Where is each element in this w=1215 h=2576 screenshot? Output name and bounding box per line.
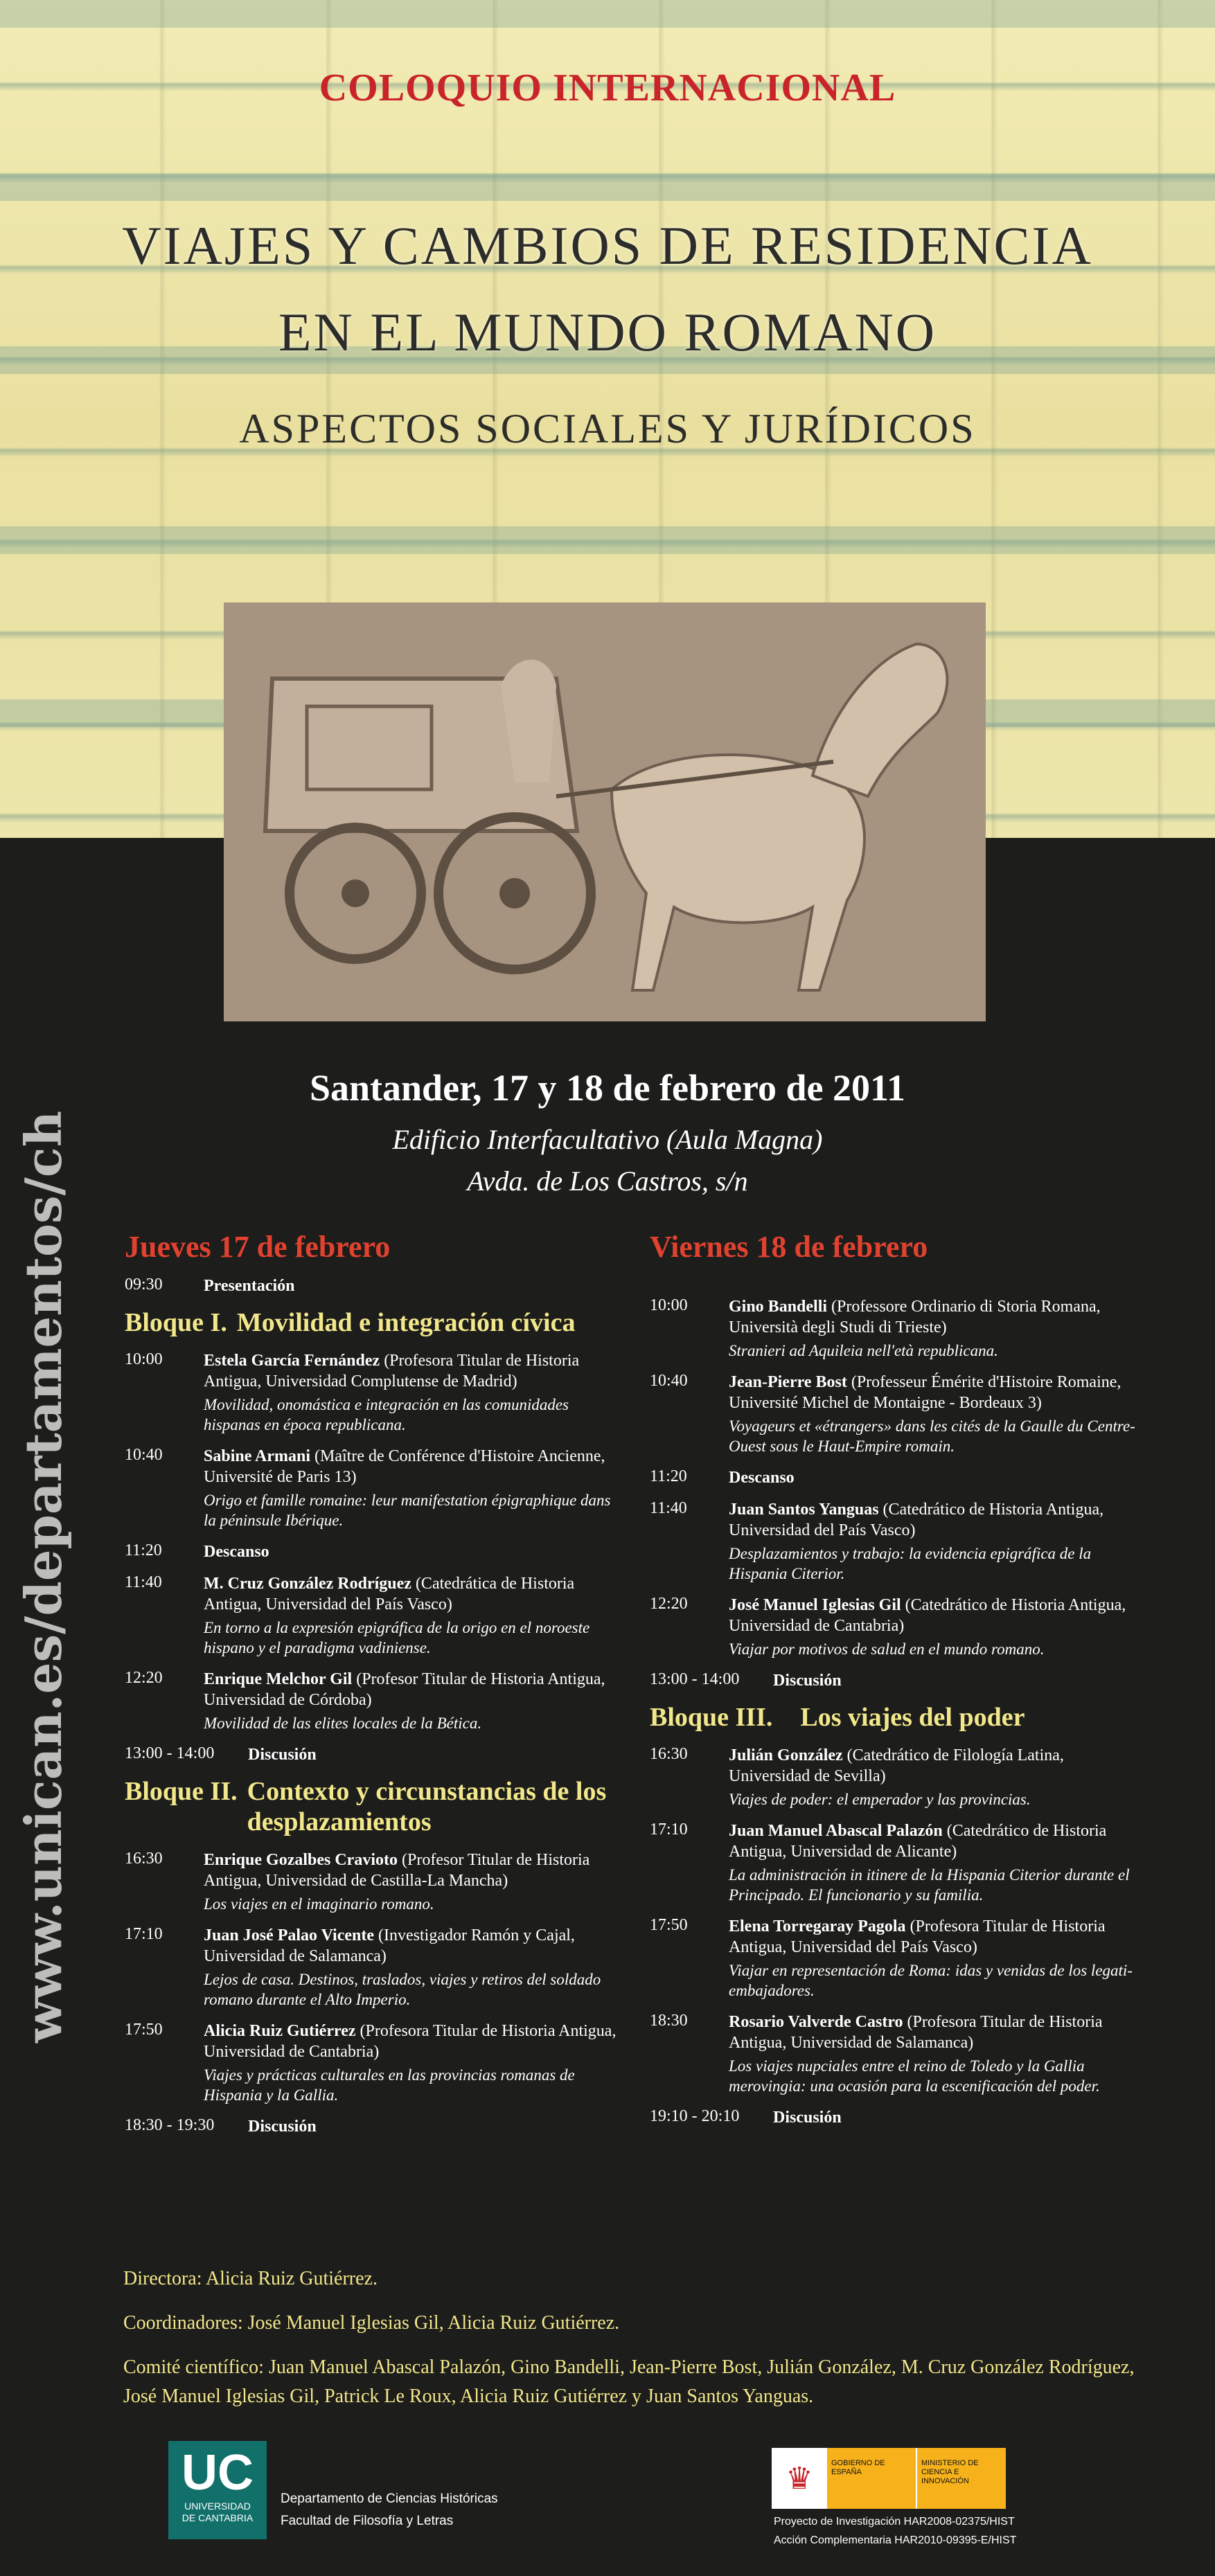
entry-time: 11:40 (125, 1573, 162, 1591)
title-line-2: EN EL MUNDO ROMANO (278, 302, 937, 362)
speaker-affiliation: (Profesor Titular de Historia Antigua, Universidad de Castilla-La Mancha) (204, 1851, 590, 1890)
talk-entry (125, 1446, 623, 1530)
talk-entry (125, 1573, 623, 1658)
entry-label: Descanso (204, 1543, 269, 1561)
entry-time: 13:00 - 14:00 (125, 1744, 215, 1762)
entry-time: 16:30 (125, 1850, 163, 1868)
credits (123, 2264, 1149, 2426)
website-url[interactable]: www.unican.es/departamentos/ch (14, 1111, 73, 2043)
talk-entry (125, 2021, 623, 2105)
event-address: Avda. de Los Castros, s/n (467, 1165, 748, 1197)
schedule-entry (125, 1744, 623, 1765)
speaker-affiliation: (Professeur Émérite d'Histoire Romaine, Université Michel de Montaigne - Bordeaux 3) (729, 1373, 1121, 1412)
roman-relief-image (224, 602, 986, 1021)
uc-name-line2: DE CANTABRIA (181, 2512, 254, 2523)
speaker-name: Enrique Melchor Gil (204, 1670, 353, 1688)
talk-entry (650, 1499, 1149, 1584)
gov-label: GOBIERNO DE ESPAÑA (827, 2448, 916, 2509)
entry-time: 18:30 (650, 2012, 688, 2030)
talk-entry (125, 1925, 623, 2010)
block-3-title (650, 1702, 1149, 1733)
speaker-name: Jean-Pierre Bost (729, 1373, 847, 1391)
entry-time: 11:20 (125, 1541, 162, 1559)
speaker-name: Elena Torregaray Pagola (729, 1917, 906, 1935)
speaker-name: Rosario Valverde Castro (729, 2013, 903, 2031)
entry-time: 18:30 - 19:30 (125, 2116, 215, 2134)
event-type: COLOQUIO INTERNACIONAL (319, 66, 896, 109)
map-band (0, 526, 1215, 554)
speaker-name: M. Cruz González Rodríguez (204, 1575, 411, 1593)
entry-time: 17:50 (125, 2021, 163, 2039)
entry-time: 09:30 (125, 1276, 163, 1294)
talk-title: Movilidad, onomástica e integración en las comunidades hispanas en época republicana. (204, 1396, 569, 1433)
entry-time: 10:40 (650, 1372, 688, 1390)
ministry-logo (772, 2448, 1006, 2509)
speaker-affiliation: (Profesora Titular de Historia Antigua, Universidad del País Vasco) (729, 1917, 1106, 1956)
talk-title: Lejos de casa. Destinos, traslados, viajes y retiros del soldado romano durante el Alto Imperio. (204, 1971, 601, 2008)
entry-label: Presentación (204, 1277, 295, 1295)
talk-entry (650, 1595, 1149, 1659)
talk-title: Origo et famille romaine: leur manifestation épigraphique dans la péninsule Ibérique. (204, 1492, 611, 1529)
entry-time: 13:00 - 14:00 (650, 1670, 740, 1688)
talk-entry (125, 1669, 623, 1733)
entry-time: 16:30 (650, 1745, 688, 1763)
schedule-entry (125, 1541, 623, 1562)
block-label: Bloque II. (125, 1777, 238, 1806)
speaker-affiliation: (Professore Ordinario di Storia Romana, Università degli Studi di Trieste) (729, 1298, 1101, 1336)
schedule-entry (650, 1467, 1149, 1488)
speaker-name: Alicia Ruiz Gutiérrez (204, 2022, 356, 2040)
speaker-affiliation: (Maître de Conférence d'Histoire Ancienne, Université de Paris 13) (204, 1447, 605, 1486)
talk-entry (650, 1372, 1149, 1456)
speaker-name: Enrique Gozalbes Cravioto (204, 1851, 398, 1869)
talk-title: Stranieri ad Aquileia nell'età republicana. (729, 1342, 998, 1359)
talk-title: En torno a la expresión epigráfica de la origo en el noroeste hispano y el paradigma vadiniense. (204, 1619, 590, 1656)
talk-title: La administración in itinere de la Hispania Citerior durante el Principado. El funcionario y su familia. (729, 1866, 1130, 1904)
subtitle: ASPECTOS SOCIALES Y JURÍDICOS (239, 406, 976, 451)
uc-mark: UC (181, 2445, 254, 2501)
speaker-affiliation: (Profesora Titular de Historia Antigua, Universidad de Salamanca) (729, 2013, 1103, 2052)
entry-time: 11:40 (650, 1499, 687, 1517)
talk-entry (650, 1296, 1149, 1361)
speaker-affiliation: (Catedrático de Historia Antigua, Universidad del País Vasco) (729, 1501, 1104, 1539)
ministry-label: MINISTERIO DE CIENCIA E INNOVACIÓN (916, 2448, 1006, 2509)
entry-time: 12:20 (650, 1595, 688, 1613)
speaker-affiliation: (Catedrático de Historia Antigua, Universidad de Alicante) (729, 1822, 1107, 1861)
title-line-1: VIAJES Y CAMBIOS DE RESIDENCIA (122, 215, 1093, 276)
uc-logo (168, 2441, 267, 2539)
talk-title: Viajes de poder: el emperador y las provincias. (729, 1791, 1031, 1808)
speaker-affiliation: (Profesor Titular de Historia Antigua, Universidad de Córdoba) (204, 1670, 605, 1709)
entry-label: Discusión (248, 1746, 317, 1764)
speaker-name: Gino Bandelli (729, 1298, 828, 1316)
block-label: Bloque III. (650, 1703, 773, 1732)
program-day-1 (125, 1229, 623, 2148)
talk-entry (125, 1350, 623, 1435)
talk-title: Movilidad de las elites locales de la Bética. (204, 1715, 482, 1732)
project-code-1: Proyecto de Investigación HAR2008-02375/HIST (774, 2516, 1015, 2528)
entry-time: 10:00 (650, 1296, 688, 1314)
talk-entry (650, 1745, 1149, 1809)
block-1-title (125, 1307, 623, 1338)
entry-label: Discusión (773, 1672, 842, 1690)
comite-cientifico: Comité científico: Juan Manuel Abascal Palazón, Gino Bandelli, Jean-Pierre Bost, Julián González, M. Cruz González Rodríguez, José Manuel Iglesias Gil, Patrick Le Roux, Alicia Ruiz Gutiérrez y Juan Santos Yanguas. (123, 2356, 1135, 2407)
project-code-2: Acción Complementaria HAR2010-09395-E/HIST (774, 2534, 1017, 2546)
entry-label: Discusión (248, 2118, 317, 2136)
schedule-entry (650, 2107, 1149, 2128)
schedule-entry (650, 1670, 1149, 1691)
uc-name-line1: UNIVERSIDAD (184, 2501, 251, 2512)
event-date-location: Santander, 17 y 18 de febrero de 2011 (309, 1067, 906, 1109)
speaker-name: Juan José Palao Vicente (204, 1926, 374, 1944)
schedule-entry (125, 2116, 623, 2137)
faculty-name: Facultad de Filosofía y Letras (281, 2514, 454, 2528)
talk-title: Desplazamientos y trabajo: la evidencia epigráfica de la Hispania Citerior. (729, 1545, 1092, 1582)
entry-time: 11:20 (650, 1467, 687, 1485)
talk-title: Los viajes nupciales entre el reino de Toledo y la Gallia merovingia: una ocasión para la escenificación del poder. (729, 2057, 1100, 2095)
map-band (0, 173, 1215, 201)
block-name: Movilidad e integración cívica (236, 1308, 576, 1337)
block-name: Contexto y circunstancias de los desplazamientos (247, 1777, 607, 1836)
talk-entry (650, 1821, 1149, 1905)
program-day-2 (650, 1229, 1149, 2139)
day-1-title: Jueves 17 de febrero (125, 1230, 391, 1264)
talk-entry (650, 1916, 1149, 2001)
event-venue: Edificio Interfacultativo (Aula Magna) (392, 1124, 823, 1155)
schedule-entry (125, 1276, 623, 1296)
entry-time: 17:10 (125, 1925, 163, 1943)
speaker-name: Juan Santos Yanguas (729, 1501, 879, 1519)
speaker-affiliation: (Investigador Ramón y Cajal, Universidad de Salamanca) (204, 1926, 575, 1965)
entry-time: 10:40 (125, 1446, 163, 1464)
speaker-affiliation: (Catedrático de Filología Latina, Universidad de Sevilla) (729, 1746, 1064, 1785)
talk-entry (125, 1850, 623, 1914)
speaker-affiliation: (Profesora Titular de Historia Antigua, Universidad Complutense de Madrid) (204, 1352, 580, 1390)
entry-time: 17:10 (650, 1821, 688, 1839)
block-label: Bloque I. (125, 1308, 227, 1337)
directora: Directora: Alicia Ruiz Gutiérrez. (123, 2268, 378, 2289)
speaker-name: Estela García Fernández (204, 1352, 380, 1370)
entry-time: 12:20 (125, 1669, 163, 1687)
entry-time: 10:00 (125, 1350, 163, 1368)
coat-of-arms-icon: ♛ (786, 2461, 813, 2496)
entry-label: Descanso (729, 1469, 795, 1487)
talk-title: Viajar en representación de Roma: idas y venidas de los legati-embajadores. (729, 1962, 1133, 1999)
speaker-name: José Manuel Iglesias Gil (729, 1596, 901, 1614)
talk-entry (650, 2012, 1149, 2096)
speaker-affiliation: (Profesora Titular de Historia Antigua, Universidad de Cantabria) (204, 2022, 617, 2061)
entry-time: 17:50 (650, 1916, 688, 1934)
speaker-name: Julián González (729, 1746, 843, 1764)
department-name: Departamento de Ciencias Históricas (281, 2492, 498, 2506)
speaker-name: Sabine Armani (204, 1447, 311, 1465)
talk-title: Viajar por motivos de salud en el mundo romano. (729, 1640, 1045, 1658)
entry-time: 19:10 - 20:10 (650, 2107, 740, 2125)
entry-label: Discusión (773, 2109, 842, 2127)
coordinadores: Coordinadores: José Manuel Iglesias Gil, Alicia Ruiz Gutiérrez. (123, 2312, 620, 2334)
speaker-name: Juan Manuel Abascal Palazón (729, 1822, 943, 1840)
block-name: Los viajes del poder (800, 1703, 1025, 1732)
map-band (0, 0, 1215, 28)
speaker-affiliation: (Catedrática de Historia Antigua, Universidad del País Vasco) (204, 1575, 575, 1613)
day-2-title: Viernes 18 de febrero (650, 1230, 928, 1264)
talk-title: Viajes y prácticas culturales en las provincias romanas de Hispania y la Gallia. (204, 2066, 575, 2104)
talk-title: Voyageurs et «étrangers» dans les cités de la Gaulle du Centre-Ouest sous le Haut-Empire romain. (729, 1417, 1135, 1455)
talk-title: Los viajes en el imaginario romano. (204, 1895, 434, 1913)
block-2-title (125, 1776, 623, 1837)
speaker-affiliation: (Catedrático de Historia Antigua, Universidad de Cantabria) (729, 1596, 1126, 1635)
